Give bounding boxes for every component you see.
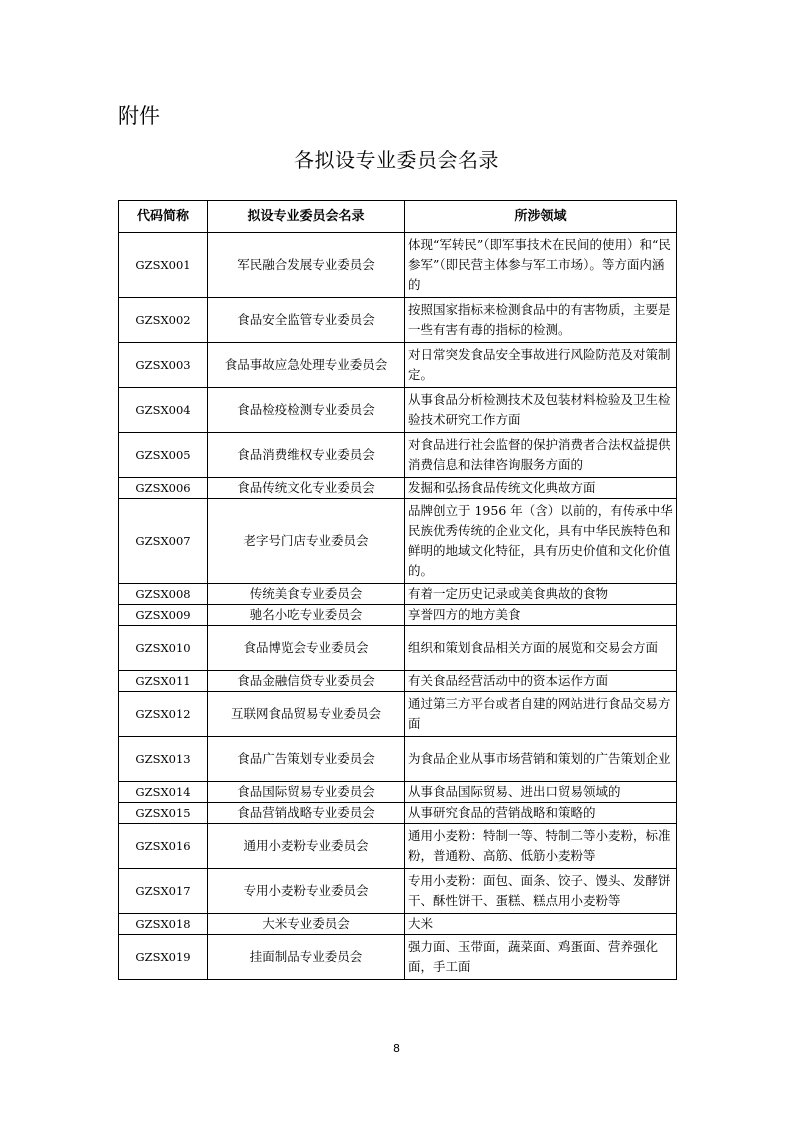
table-row	[119, 737, 677, 782]
field-cell: 享誉四方的地方美食	[405, 605, 677, 626]
field-cell: 从事研究食品的营销战略和策略的	[405, 803, 677, 824]
field-cell: 通用小麦粉：特制一等、特制二等小麦粉，标准粉，普通粉、高筋、低筋小麦粉等	[405, 824, 677, 869]
table-row	[119, 433, 677, 478]
name-cell: 挂面制品专业委员会	[208, 935, 405, 980]
table-row	[119, 671, 677, 692]
field-cell: 从事食品国际贸易、进出口贸易领域的	[405, 782, 677, 803]
header-name: 拟设专业委员会名录	[208, 201, 405, 233]
code-cell: GZSX016	[119, 824, 208, 869]
field-cell: 品牌创立于 1956 年（含）以前的，有传承中华民族优秀传统的企业文化，具有中华民族特色和鲜明的地域文化特征，具有历史价值和文化价值的。	[405, 499, 677, 584]
table-row	[119, 803, 677, 824]
code-cell: GZSX008	[119, 584, 208, 605]
table-row	[119, 869, 677, 914]
code-cell: GZSX006	[119, 478, 208, 499]
code-cell: GZSX019	[119, 935, 208, 980]
field-cell: 大米	[405, 914, 677, 935]
code-cell: GZSX004	[119, 388, 208, 433]
field-cell: 通过第三方平台或者自建的网站进行食品交易方面	[405, 692, 677, 737]
name-cell: 互联网食品贸易专业委员会	[208, 692, 405, 737]
attachment-label: 附件	[118, 104, 160, 128]
name-cell: 食品安全监管专业委员会	[208, 298, 405, 343]
table-row	[119, 935, 677, 980]
field-cell: 发掘和弘扬食品传统文化典故方面	[405, 478, 677, 499]
name-cell: 传统美食专业委员会	[208, 584, 405, 605]
code-cell: GZSX011	[119, 671, 208, 692]
code-cell: GZSX005	[119, 433, 208, 478]
field-cell: 有关食品经营活动中的资本运作方面	[405, 671, 677, 692]
code-cell: GZSX009	[119, 605, 208, 626]
table-row	[119, 626, 677, 671]
field-cell: 组织和策划食品相关方面的展览和交易会方面	[405, 626, 677, 671]
document-title: 各拟设专业委员会名录	[294, 148, 499, 172]
table-row	[119, 824, 677, 869]
table-row	[119, 343, 677, 388]
field-cell: 体现“军转民”（即军事技术在民间的使用）和“民参军”（即民营主体参与军工市场）。等方面内涵的	[405, 233, 677, 298]
code-cell: GZSX002	[119, 298, 208, 343]
name-cell: 食品营销战略专业委员会	[208, 803, 405, 824]
field-cell: 专用小麦粉：面包、面条、饺子、馒头、发酵饼干、酥性饼干、蛋糕、糕点用小麦粉等	[405, 869, 677, 914]
code-cell: GZSX013	[119, 737, 208, 782]
name-cell: 老字号门店专业委员会	[208, 499, 405, 584]
code-cell: GZSX017	[119, 869, 208, 914]
code-cell: GZSX001	[119, 233, 208, 298]
header-code: 代码简称	[119, 201, 208, 233]
code-cell: GZSX012	[119, 692, 208, 737]
table-row	[119, 298, 677, 343]
name-cell: 大米专业委员会	[208, 914, 405, 935]
field-cell: 强力面、玉带面，蔬菜面、鸡蛋面、营养强化面，手工面	[405, 935, 677, 980]
table-row	[119, 499, 677, 584]
table-row	[119, 782, 677, 803]
name-cell: 食品事故应急处理专业委员会	[208, 343, 405, 388]
code-cell: GZSX010	[119, 626, 208, 671]
name-cell: 食品国际贸易专业委员会	[208, 782, 405, 803]
name-cell: 食品博览会专业委员会	[208, 626, 405, 671]
field-cell: 有着一定历史记录或美食典故的食物	[405, 584, 677, 605]
name-cell: 食品传统文化专业委员会	[208, 478, 405, 499]
field-cell: 为食品企业从事市场营销和策划的广告策划企业	[405, 737, 677, 782]
table-row	[119, 605, 677, 626]
field-cell: 对日常突发食品安全事故进行风险防范及对策制定。	[405, 343, 677, 388]
field-cell: 对食品进行社会监督的保护消费者合法权益提供消费信息和法律咨询服务方面的	[405, 433, 677, 478]
header-field: 所涉领域	[405, 201, 677, 233]
page-number: 8	[393, 1042, 400, 1055]
code-cell: GZSX018	[119, 914, 208, 935]
name-cell: 军民融合发展专业委员会	[208, 233, 405, 298]
name-cell: 食品消费维权专业委员会	[208, 433, 405, 478]
code-cell: GZSX014	[119, 782, 208, 803]
field-cell: 按照国家指标来检测食品中的有害物质，主要是一些有害有毒的指标的检测。	[405, 298, 677, 343]
name-cell: 食品金融信贷专业委员会	[208, 671, 405, 692]
table-row	[119, 233, 677, 298]
table-row	[119, 388, 677, 433]
table-row	[119, 692, 677, 737]
table-row	[119, 478, 677, 499]
code-cell: GZSX007	[119, 499, 208, 584]
table-header-row	[119, 201, 677, 233]
table-body	[119, 233, 677, 980]
name-cell: 专用小麦粉专业委员会	[208, 869, 405, 914]
name-cell: 驰名小吃专业委员会	[208, 605, 405, 626]
code-cell: GZSX015	[119, 803, 208, 824]
committee-table	[118, 200, 677, 980]
table-row	[119, 914, 677, 935]
name-cell: 食品检疫检测专业委员会	[208, 388, 405, 433]
field-cell: 从事食品分析检测技术及包装材料检验及卫生检验技术研究工作方面	[405, 388, 677, 433]
name-cell: 食品广告策划专业委员会	[208, 737, 405, 782]
code-cell: GZSX003	[119, 343, 208, 388]
name-cell: 通用小麦粉专业委员会	[208, 824, 405, 869]
table-row	[119, 584, 677, 605]
